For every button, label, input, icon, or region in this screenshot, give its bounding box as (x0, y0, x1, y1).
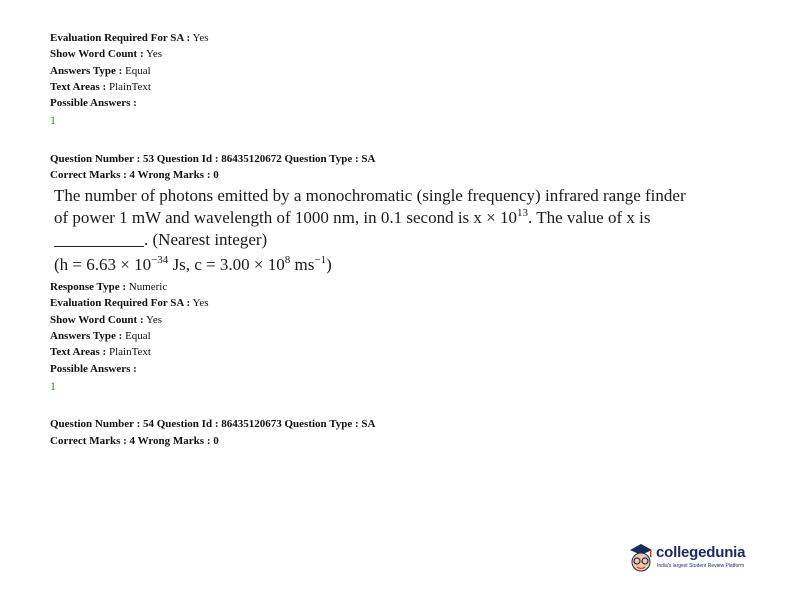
answers-type-row: Answers Type : Equal (50, 65, 151, 77)
eval-required-row: Evaluation Required For SA : Yes (50, 32, 209, 44)
answers-type-row: Answers Type : Equal (50, 330, 151, 342)
possible-answer-value: 1 (50, 379, 56, 393)
word-count-row: Show Word Count : Yes (50, 48, 162, 60)
question-header: Question Number : 53 Question Id : 86435120672 Question Type : SA (50, 153, 376, 165)
constants-formula: ($h = 6.63 \times 10^{-34}$ Js, $c = 3.00 \times 10^8$ $ms^{-1}$) (54, 254, 332, 274)
response-type-row: Response Type : Numeric (50, 281, 168, 293)
text-areas-row: Text Areas : PlainText (50, 346, 151, 358)
question-line-2: of power 1 mW and wavelength of 1000 nm, in 0.1 second is $x \times 10^{13}$. The value of x is (54, 207, 651, 227)
possible-answers-row: Possible Answers : (50, 363, 137, 375)
question-marks: Correct Marks : 4 Wrong Marks : 0 (50, 169, 219, 181)
logo-wordmark: collegedunia (656, 544, 746, 561)
eval-required-row: Evaluation Required For SA : Yes (50, 297, 209, 309)
question-text (54, 185, 760, 251)
question-line-3: . (Nearest integer) (54, 229, 760, 251)
word-count-row: Show Word Count : Yes (50, 314, 162, 326)
possible-answers-row: Possible Answers : (50, 97, 137, 109)
collegedunia-logo (626, 540, 756, 580)
mascot-icon (626, 540, 656, 578)
text-areas-row: Text Areas : PlainText (50, 81, 151, 93)
answer-blank (54, 232, 144, 247)
question-header: Question Number : 54 Question Id : 86435120673 Question Type : SA (50, 418, 376, 430)
possible-answer-value: 1 (50, 113, 56, 127)
question-marks: Correct Marks : 4 Wrong Marks : 0 (50, 435, 219, 447)
question-line-1: The number of photons emitted by a monochromatic (single frequency) infrared range finder (54, 186, 686, 205)
logo-tagline: India's largest Student Review Platform (657, 563, 745, 569)
